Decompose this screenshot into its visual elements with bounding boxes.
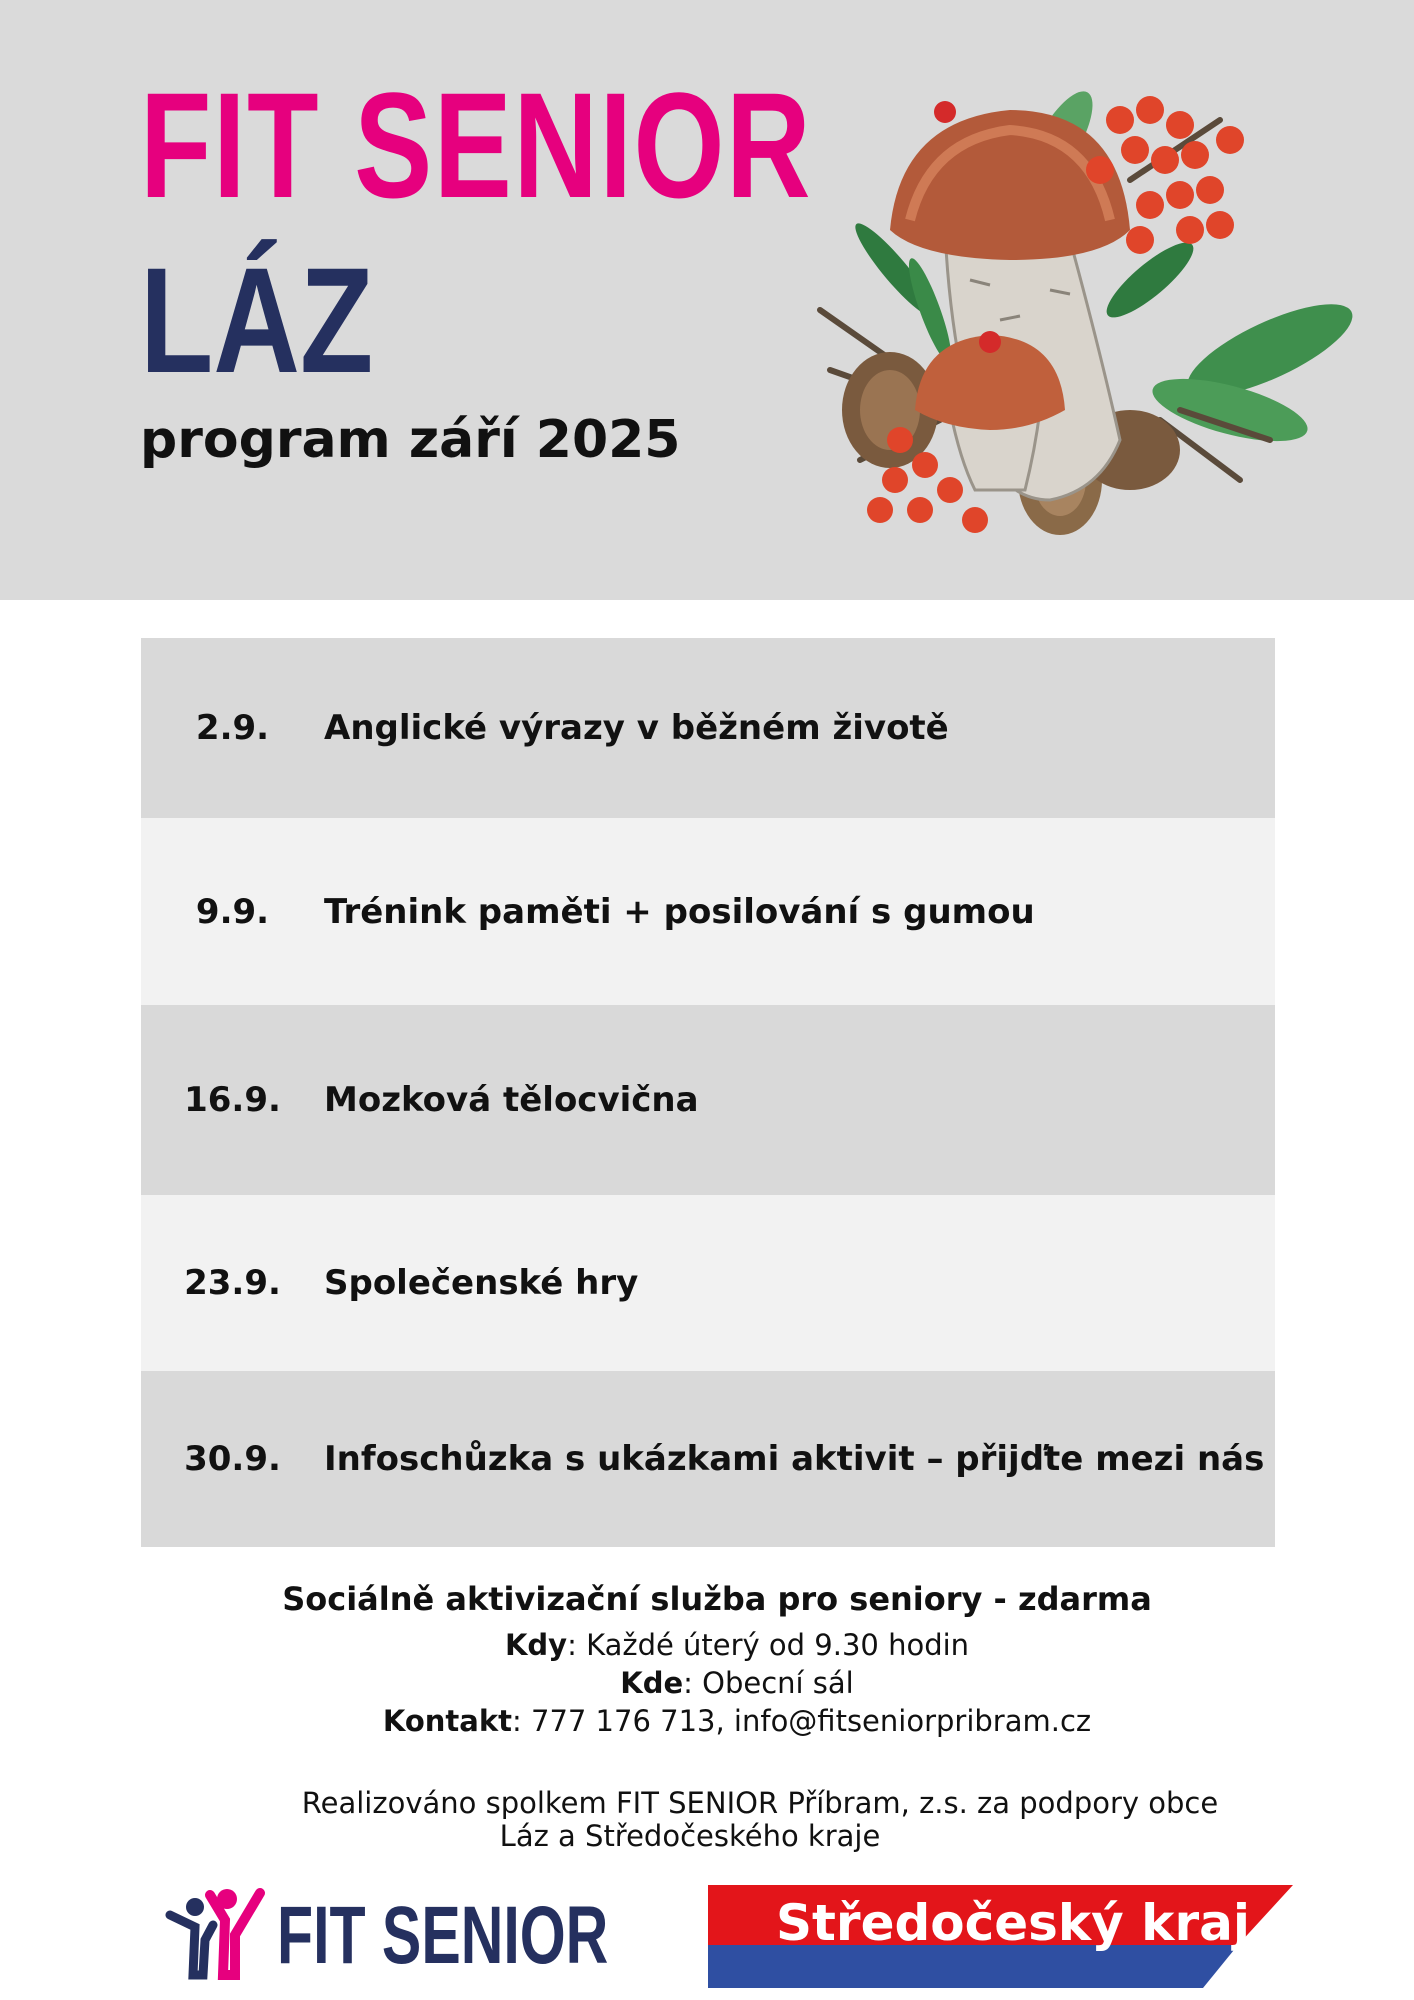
schedule-date: 2.9. [195,708,270,748]
mushroom-illustration [800,80,1360,560]
schedule-date: 9.9. [195,891,270,932]
schedule-date: 16.9. [184,1080,281,1120]
schedule-event: Trénink paměti + posilování s gumou [324,891,1035,932]
schedule-row [141,818,1275,1005]
contact-label: Kontakt [382,1704,512,1738]
fit-senior-logo [165,1885,609,1981]
realized-line-1: Realizováno spolkem FIT SENIOR Příbram, z.s. za podpory obce [301,1786,1219,1820]
schedule-date: 30.9. [184,1439,281,1479]
realized-line-2: Láz a Středočeského kraje [499,1819,881,1853]
stredocesky-kraj-logo [708,1885,1293,1988]
where-label: Kde [620,1666,684,1700]
schedule-row [141,1005,1275,1195]
schedule-date: 23.9. [184,1263,281,1303]
when-label: Kdy [504,1628,568,1662]
title-fit-senior: FIT SENIOR [140,61,813,229]
service-description: Sociálně aktivizační služba pro seniory - zdarma [282,1580,1152,1618]
kraj-logo-text: Středočeský kraj [776,1894,1250,1952]
fit-senior-figures-icon [165,1885,270,1980]
fit-senior-logo-text: FIT SENIOR [277,1890,609,1981]
schedule-row [141,1195,1275,1371]
header-banner [0,0,1414,600]
schedule-event: Mozková tělocvična [324,1080,699,1120]
program-subtitle: program září 2025 [140,410,681,470]
where-line [60,1664,1414,1702]
schedule-row [141,1371,1275,1547]
schedule-event: Anglické výrazy v běžném životě [324,708,949,748]
contact-value: : 777 176 713, info@fitseniorpribram.cz [512,1704,1092,1738]
where-value: : Obecní sál [683,1666,854,1700]
when-value: : Každé úterý od 9.30 hodin [567,1628,970,1662]
schedule-table [141,638,1275,1547]
realized-note [180,1787,1340,1853]
contact-line [60,1702,1414,1740]
schedule-event: Infoschůzka s ukázkami aktivit – přijďte mezi nás [324,1439,1265,1479]
title-laz: LÁZ [140,236,374,404]
schedule-event: Společenské hry [324,1263,639,1303]
when-line [60,1626,1414,1664]
info-block [0,1580,1414,1740]
schedule-row [141,638,1275,818]
